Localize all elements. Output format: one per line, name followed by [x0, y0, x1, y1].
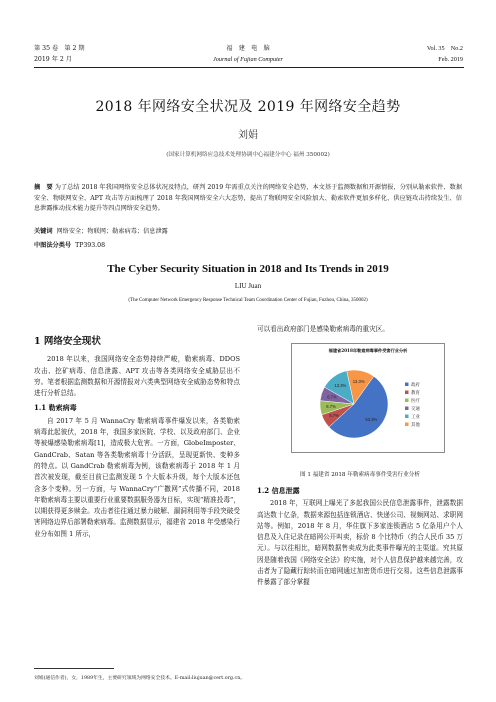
- legend-label-医疗: 医疗: [411, 399, 420, 404]
- legend-label-其他: 其他: [411, 423, 420, 428]
- legend-label-交通: 交通: [411, 407, 420, 412]
- header-journal-cn: 福 建 电 脑: [226, 45, 270, 52]
- header-volume: Vol. 35 No.2: [426, 45, 463, 52]
- legend-swatch-交通: [405, 407, 409, 411]
- section-1-1-paragraph: 自 2017 年 5 月 WannaCry 勒索病毒事件爆发以来，各类勒索病毒此起彼伏，2018 年，我国多家医院、学校、以及政府部门、企业等被爆感染勒索病毒[1]，造成极大危害。一方面，GlobeImposter、GandCrab、Satan 等各类勒索病毒十分活跃，呈现更新快、变种多的特点。以 GandCrab 勒索病毒为例，该勒索病毒于 2018 年 1 月首次被发现，截至目前已监测发现 5 个大版本升级，每个大版本还包含多个变种。另一方面，与 WannaCry“广撒网”式传播不同，2018 年勒索病毒主要以重要行业重要数据服务器为目标，实现“精准投毒”，以期获得更多赎金。攻击者往往通过暴力破解、漏洞利用等手段突破受害网络边界后部署勒索病毒。监测数据显示，福建省 2018 年受感染行业分布如图 1 所示，: [34, 416, 240, 538]
- figure-1-caption: 图 1 福建省 2018 年勒索病毒事件受害行业分析: [299, 472, 420, 478]
- header-journal-en: Journal of Fujian Computer: [213, 56, 283, 63]
- right-column-bottom: [257, 485, 463, 589]
- section-1-2-paragraph: 2018 年，互联网上曝光了多起我国公民信息泄露事件，泄露数据高达数十亿条，数据来源包括连锁酒店、快递公司、视频网站、求职网站等。例如，2018 年 8 月，华住旗下多家连锁酒店 5 亿条用户个人信息及入住记录在暗网公开叫卖，标价 8 个比特币（约合人民币 35 万元）。与以往相比，暗网数据售卖成为此类事件曝光的主渠道。究其原因是随着我国《网络安全法》的实施，对个人信息保护越来越完善，攻击者为了隐藏行踪转而在暗网通过加密货币进行交易。这些信息泄露事件暴露了部分掌握: [257, 499, 463, 587]
- section-1-paragraph: 2018 年以来，我国网络安全态势持续严峻，勒索病毒、DDOS 攻击、挖矿病毒、信息泄露、APT 攻击等各类网络安全威胁层出不穷。笔者根据监测数据和开源情报对六类典型网络安全威胁态势和特点进行分析总结。: [34, 355, 240, 398]
- english-author: LIU Juan: [234, 282, 262, 290]
- pie-chart-svg: [292, 344, 444, 452]
- legend-swatch-教育: [405, 391, 409, 395]
- section-1-heading: 1 网络安全现状: [34, 336, 101, 347]
- legend-label-教育: 教育: [411, 391, 420, 396]
- pie-label-医疗: 6.7%: [326, 404, 336, 410]
- right-column-lead: 可以看出政府部门是感染勒索病毒的重灾区。: [257, 325, 389, 333]
- abstract-text: 为了总结 2018 年我国网络安全总体状况及特点，研判 2019 年需重点关注的网络安全趋势，本文基于监测数据和开源情报，分别从勒索软件、数据安全、物联网安全、APT 攻击等方面梳理了 2018 年我国网络安全六大态势，提出了物联网安全风险加大、勒索软件更加多样化、供应链攻击持续发生、信息泄露推动技术能力提升等四点网络安全趋势。: [34, 184, 463, 213]
- abstract: [34, 183, 462, 215]
- paper-affiliation: (国家计算机网络应急技术处理协调中心福建分中心 福州 350002): [166, 152, 330, 158]
- chart-title: 福建省2018年勒索病毒事件受害行业分析: [328, 348, 408, 353]
- footnote-rule: [34, 668, 114, 669]
- pie-label-其他: 13.3%: [352, 378, 365, 384]
- abstract-label: 摘 要: [34, 184, 53, 191]
- right-column-top: [257, 324, 463, 335]
- legend-swatch-工业: [405, 415, 409, 419]
- pie-label-教育: 6.7%: [329, 413, 339, 419]
- section-1-1-heading: 1.1 勒索病毒: [34, 403, 77, 413]
- english-title: The Cyber Security Situation in 2018 and Its Trends in 2019: [107, 263, 389, 275]
- footnote: 刘娟(通信作者)，女，1989年生，主要研究领域为网络安全技术。E-mail:liujuan@cert.org.cn。: [34, 676, 246, 681]
- legend-label-政府: 政府: [411, 383, 420, 388]
- paper-author: 刘娟: [238, 130, 258, 141]
- legend-swatch-政府: [405, 383, 409, 387]
- section-1-2-heading: 1.2 信息泄露: [257, 486, 300, 495]
- header-rule: [34, 67, 464, 68]
- left-column: [34, 336, 240, 540]
- clc-text: TP393.08: [75, 242, 106, 249]
- pie-label-政府: 53.3%: [365, 416, 378, 422]
- header-date-cn: 2019 年 2 月: [34, 56, 72, 63]
- english-affiliation: (The Computer Network Emergency Response Technical Team Coordination Center of Fujian, Fuzhou, China, 350002): [128, 298, 368, 303]
- legend-swatch-医疗: [405, 399, 409, 403]
- pie-label-工业: 13.3%: [334, 382, 347, 388]
- clc-label: 中图法分类号: [34, 242, 72, 249]
- header-issue: 第 35 卷 第 2 期: [34, 45, 85, 52]
- keywords-label: 关键词: [34, 228, 53, 235]
- keywords: [34, 226, 462, 235]
- keywords-text: 网络安全；物联网；勒索病毒；信息泄露: [56, 228, 168, 235]
- pie-label-交通: 6.7%: [327, 394, 337, 400]
- figure-1-chart: [291, 343, 445, 453]
- legend-label-工业: 工业: [411, 415, 420, 420]
- legend-swatch-其他: [405, 423, 409, 427]
- header-date-en: Feb. 2019: [438, 56, 463, 63]
- paper-title: 2018 年网络安全状况及 2019 年网络安全趋势: [95, 99, 401, 115]
- clc-number: [34, 240, 462, 249]
